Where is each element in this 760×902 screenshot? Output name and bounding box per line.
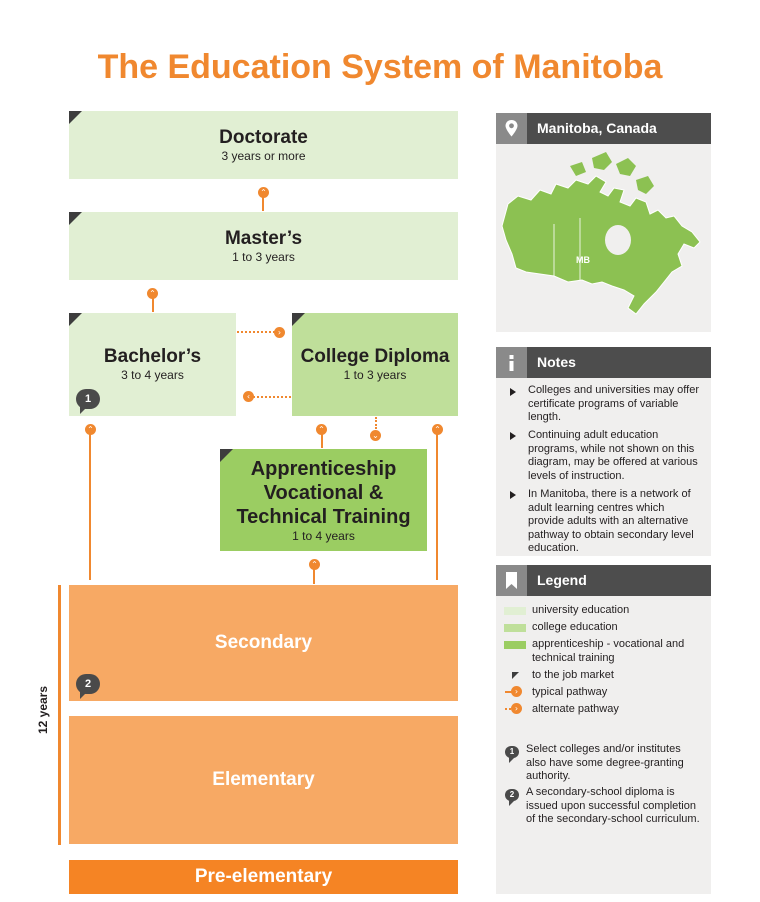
apprenticeship-box (220, 449, 427, 551)
notes-panel-title: Notes (537, 354, 576, 370)
apprenticeship-name-line1: Apprenticeship (250, 457, 397, 480)
college-name: College Diploma (300, 346, 450, 367)
job-market-marker (220, 449, 233, 462)
masters-box (69, 212, 458, 280)
college-swatch (504, 624, 526, 632)
arrow-up-icon: ⌃ (432, 424, 443, 435)
legend-label: alternate pathway (532, 703, 619, 715)
map-pin-icon (496, 113, 527, 144)
footnote-bubble-1: 1 (505, 746, 519, 758)
job-market-icon (512, 672, 519, 679)
footnote-bubble-2: 2 (76, 674, 100, 694)
college-duration: 1 to 3 years (343, 368, 407, 382)
legend-panel (496, 565, 711, 894)
doctorate-duration: 3 years or more (221, 148, 306, 163)
arrow-down-icon: ⌄ (370, 430, 381, 441)
arrow-up-icon: ⌃ (316, 424, 327, 435)
university-swatch (504, 607, 526, 615)
footnote-text: Select colleges and/or institutes also have some degree-granting authority. (526, 743, 684, 782)
page-title: The Education System of Manitoba (97, 48, 663, 86)
legend-label: typical pathway (532, 686, 608, 698)
notes-panel (496, 347, 711, 556)
arrow-left-icon: ‹ (243, 391, 254, 402)
secondary-name: Secondary (214, 632, 313, 653)
footnote-bubble-2: 2 (505, 789, 519, 801)
map-panel (496, 113, 711, 332)
bullet-icon (510, 491, 516, 499)
apprenticeship-name-line3: Technical Training (236, 505, 411, 528)
arrow-up-icon: ⌃ (258, 187, 269, 198)
pre-elementary-box (69, 860, 458, 894)
legend-label: college education (532, 621, 618, 633)
job-market-marker (69, 212, 82, 225)
legend-panel-title: Legend (537, 572, 587, 588)
doctorate-box (69, 111, 458, 179)
note-item: In Manitoba, there is a network of adult learning centres which provide adults with an alternative pathway to obtain secondary level education. (528, 488, 694, 554)
apprenticeship-name-line2: Vocational & (263, 481, 384, 504)
info-icon (496, 347, 527, 378)
legend-label: apprenticeship - vocational and technical training (532, 638, 685, 664)
doctorate-name: Doctorate (219, 126, 308, 148)
bachelors-name: Bachelor’s (103, 346, 202, 367)
footnote-text: A secondary-school diploma is issued upon successful completion of the secondary-school curriculum. (526, 786, 700, 825)
pathway-line (89, 430, 91, 580)
masters-duration: 1 to 3 years (232, 249, 295, 264)
alternate-pathway-line (375, 417, 377, 429)
apprenticeship-swatch (504, 641, 526, 649)
secondary-box (69, 585, 458, 701)
province-label: MB (576, 255, 590, 265)
masters-name: Master’s (224, 227, 303, 249)
map-panel-title: Manitoba, Canada (537, 120, 657, 136)
college-box (292, 313, 458, 416)
note-item: Colleges and universities may offer certificate programs of variable length. (528, 384, 699, 423)
canada-map (496, 144, 711, 332)
legend-label: university education (532, 604, 630, 616)
elementary-name: Elementary (212, 769, 315, 790)
bullet-icon (510, 388, 516, 396)
arrow-up-icon: ⌃ (147, 288, 158, 299)
bullet-icon (510, 432, 516, 440)
legend-label: to the job market (532, 669, 614, 681)
alternate-pathway-line (253, 396, 291, 398)
notes-panel-header (496, 347, 711, 378)
years-bar (58, 585, 61, 845)
arrow-right-icon: › (274, 327, 285, 338)
footnote-bubble-1: 1 (76, 389, 100, 409)
legend-panel-header (496, 565, 711, 596)
job-market-marker (292, 313, 305, 326)
alternate-pathway-icon: › (511, 703, 522, 714)
pre-elementary-name: Pre-elementary (194, 866, 333, 887)
job-market-marker (69, 111, 82, 124)
apprenticeship-duration: 1 to 4 years (292, 528, 355, 543)
arrow-up-icon: ⌃ (85, 424, 96, 435)
arrow-up-icon: ⌃ (309, 559, 320, 570)
years-label: 12 years (36, 685, 50, 735)
bookmark-icon (496, 565, 527, 596)
note-item: Continuing adult education programs, while not shown on this diagram, may be offered at various levels of instruction. (528, 429, 698, 482)
job-market-marker (69, 313, 82, 326)
pathway-line (436, 430, 438, 580)
alternate-pathway-line (237, 331, 275, 333)
elementary-box (69, 716, 458, 844)
map-panel-header (496, 113, 711, 144)
typical-pathway-icon: › (511, 686, 522, 697)
bachelors-duration: 3 to 4 years (121, 368, 184, 382)
